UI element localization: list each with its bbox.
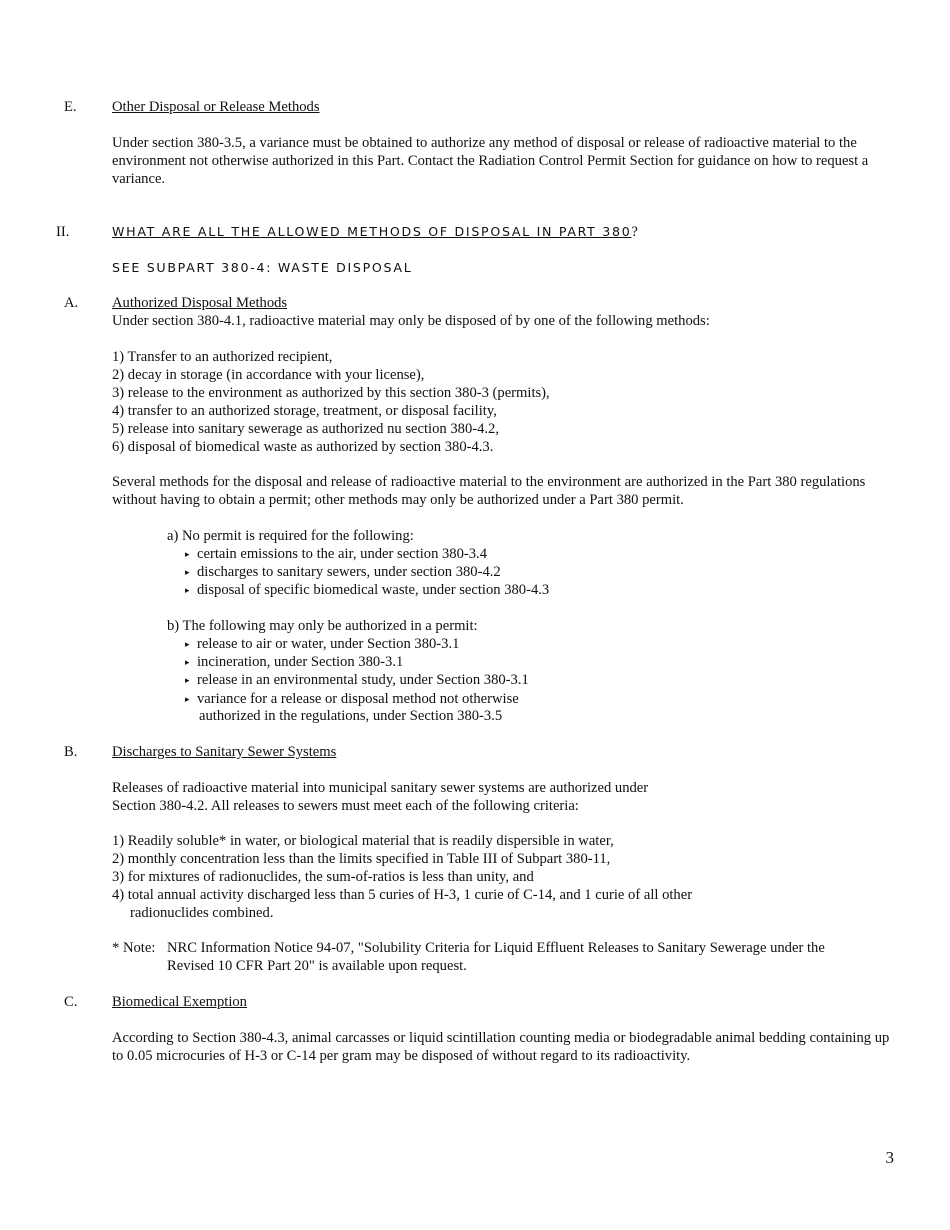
bullet-item — [185, 653, 403, 671]
section-a-title: Authorized Disposal Methods — [112, 295, 288, 311]
criteria-item: 3) for mixtures of radionuclides, the sum-of-ratios is less than unity, and — [112, 869, 534, 885]
permit-heading: b) The following may only be authorized in a permit: — [167, 618, 478, 634]
section-ii-numeral: II. — [56, 224, 70, 240]
bullet-continuation: authorized in the regulations, under Section 380-3.5 — [199, 708, 503, 724]
method-item: 4) transfer to an authorized storage, treatment, or disposal facility, — [112, 403, 497, 419]
method-item: 1) Transfer to an authorized recipient, — [112, 349, 333, 365]
bullet-triangle-icon: ▸ — [185, 694, 190, 704]
note-label: * Note: — [112, 940, 156, 956]
bullet-triangle-icon: ▸ — [185, 585, 190, 595]
method-item: 6) disposal of biomedical waste as authorized by section 380-4.3. — [112, 439, 494, 455]
note-line2: Revised 10 CFR Part 20" is available upon request. — [167, 958, 467, 974]
section-a-several: Several methods for the disposal and release of radioactive material to the environment are authorized in the Part 380 regulations without having to obtain a permit; other methods may only be authorized under a Part 380 permit. — [112, 474, 866, 508]
criteria-continuation: radionuclides combined. — [130, 905, 274, 921]
criteria-item: 1) Readily soluble* in water, or biological material that is readily dispersible in water, — [112, 833, 614, 849]
section-b-intro-line1: Releases of radioactive material into municipal sanitary sewer systems are authorized under — [112, 780, 649, 796]
bullet-text: release to air or water, under Section 380-3.1 — [197, 636, 460, 652]
bullet-triangle-icon: ▸ — [185, 549, 190, 559]
method-item: 2) decay in storage (in accordance with your license), — [112, 367, 425, 383]
section-e-title: Other Disposal or Release Methods — [112, 99, 320, 115]
section-ii-title-suffix: ? — [631, 224, 638, 240]
bullet-text: incineration, under Section 380-3.1 — [197, 654, 404, 670]
note-line1: NRC Information Notice 94-07, "Solubility Criteria for Liquid Effluent Releases to Sanitary Sewerage under the — [167, 940, 825, 956]
section-a-intro: Under section 380-4.1, radioactive material may only be disposed of by one of the following methods: — [112, 313, 710, 329]
section-e-letter: E. — [64, 99, 77, 115]
bullet-triangle-icon: ▸ — [185, 639, 190, 649]
method-item: 5) release into sanitary sewerage as authorized nu section 380-4.2, — [112, 421, 499, 437]
criteria-item: 4) total annual activity discharged less than 5 curies of H-3, 1 curie of C-14, and 1 curie of all other — [112, 887, 693, 903]
bullet-item — [185, 635, 459, 653]
bullet-item — [185, 671, 529, 689]
section-ii-heading — [112, 223, 638, 241]
section-b-letter: B. — [64, 744, 78, 760]
bullet-triangle-icon: ▸ — [185, 675, 190, 685]
no-permit-heading: a) No permit is required for the following: — [167, 528, 414, 544]
section-b-title: Discharges to Sanitary Sewer Systems — [112, 744, 337, 760]
bullet-text: variance for a release or disposal method not otherwise — [197, 691, 519, 707]
bullet-item — [185, 563, 501, 581]
method-item: 3) release to the environment as authorized by this section 380-3 (permits), — [112, 385, 550, 401]
criteria-item: 2) monthly concentration less than the limits specified in Table III of Subpart 380-11, — [112, 851, 611, 867]
section-ii-title: WHAT ARE ALL THE ALLOWED METHODS OF DISPOSAL IN PART 380 — [112, 224, 632, 239]
bullet-text: release in an environmental study, under Section 380-3.1 — [197, 672, 529, 688]
section-ii-subtitle: SEE SUBPART 380-4: WASTE DISPOSAL — [112, 260, 413, 275]
bullet-item — [185, 581, 549, 599]
section-c-body: According to Section 380-4.3, animal carcasses or liquid scintillation counting media or biodegradable animal bedding containing up to 0.05 microcuries of H-3 or C-14 per gram may be disposed of without regard to its radioactivity. — [112, 1030, 890, 1064]
bullet-text: discharges to sanitary sewers, under section 380-4.2 — [197, 564, 501, 580]
bullet-triangle-icon: ▸ — [185, 657, 190, 667]
section-e-body: Under section 380-3.5, a variance must be obtained to authorize any method of disposal or release of radioactive material to the environment not otherwise authorized in this Part. Contact the Radiation Control Permit Section for guidance on how to request a variance. — [112, 135, 869, 187]
section-b-intro-line2: Section 380-4.2. All releases to sewers must meet each of the following criteria: — [112, 798, 579, 814]
bullet-item — [185, 545, 487, 563]
section-c-letter: C. — [64, 994, 78, 1010]
section-a-letter: A. — [64, 295, 79, 311]
page-number: 3 — [885, 1148, 894, 1167]
section-c-title: Biomedical Exemption — [112, 994, 247, 1010]
bullet-text: disposal of specific biomedical waste, under section 380-4.3 — [197, 582, 550, 598]
bullet-triangle-icon: ▸ — [185, 567, 190, 577]
bullet-item — [185, 690, 519, 708]
bullet-text: certain emissions to the air, under section 380-3.4 — [197, 546, 488, 562]
